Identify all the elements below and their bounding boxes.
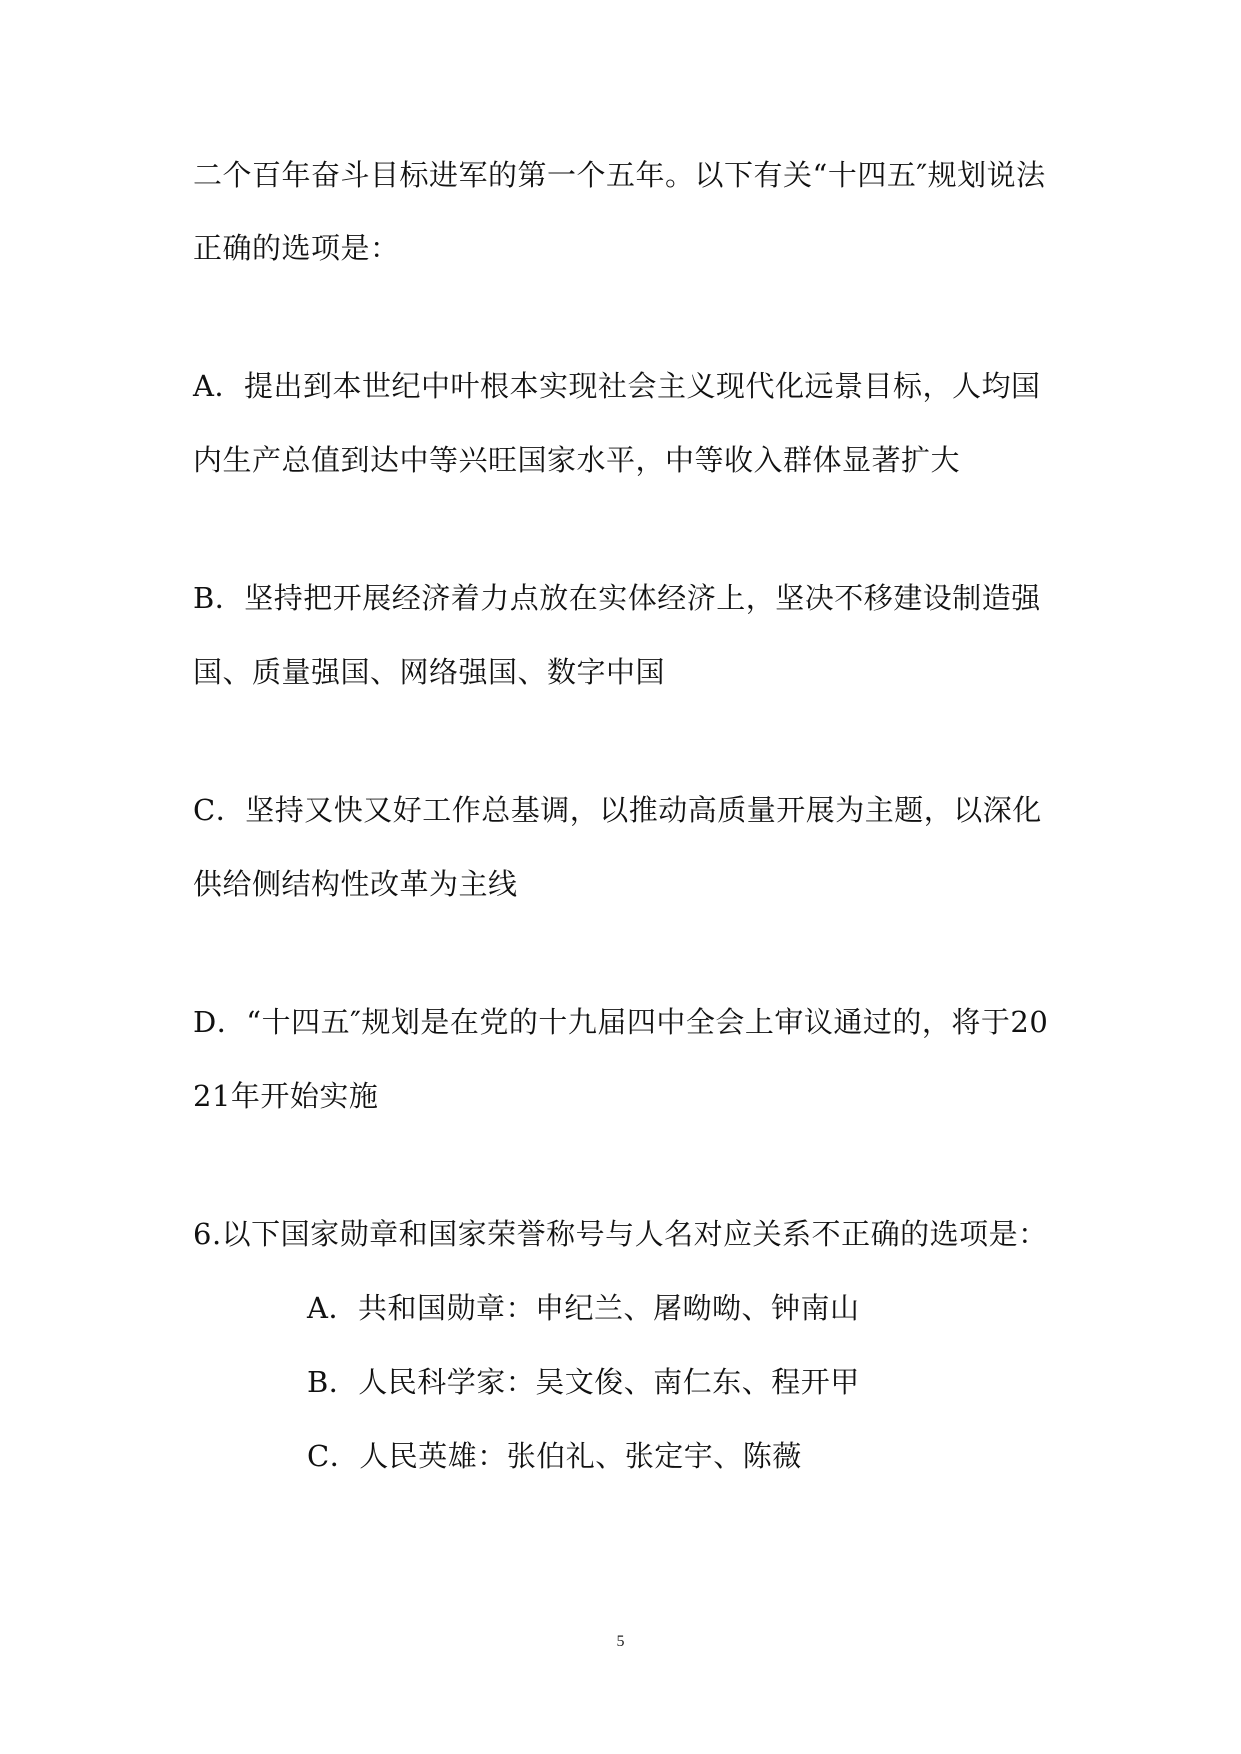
q5-option-d-line-2: 21年开始实施 [193, 1079, 379, 1113]
q5-option-a-line-2: 内生产总值到达中等兴旺国家水平，中等收入群体显著扩大 [193, 443, 961, 477]
q6-option-a: A．共和国勋章：申纪兰、屠呦呦、钟南山 [307, 1291, 860, 1325]
q5-option-c-line-2: 供给侧结构性改革为主线 [193, 867, 518, 901]
q6-option-b: B．人民科学家：吴文俊、南仁东、程开甲 [307, 1365, 860, 1399]
q5-option-b-line-2: 国、质量强国、网络强国、数字中国 [193, 655, 666, 689]
q5-option-a-line-1: A．提出到本世纪中叶根本实现社会主义现代化远景目标，人均国 [193, 369, 1041, 403]
intro-line-2: 正确的选项是： [193, 231, 400, 265]
q5-option-d-line-1: D．“十四五″规划是在党的十九届四中全会上审议通过的，将于20 [193, 1005, 1049, 1039]
q5-option-b-line-1: B．坚持把开展经济着力点放在实体经济上，坚决不移建设制造强 [193, 581, 1041, 615]
page-number: 5 [616, 1633, 625, 1650]
q6-stem: 6.以下国家勋章和国家荣誉称号与人名对应关系不正确的选项是： [193, 1217, 1048, 1251]
intro-line-1: 二个百年奋斗目标进军的第一个五年。以下有关“十四五″规划说法 [193, 158, 1046, 192]
q6-option-c: C．人民英雄：张伯礼、张定宇、陈薇 [307, 1439, 802, 1473]
q5-option-c-line-1: C．坚持又快又好工作总基调，以推动高质量开展为主题，以深化 [193, 793, 1042, 827]
